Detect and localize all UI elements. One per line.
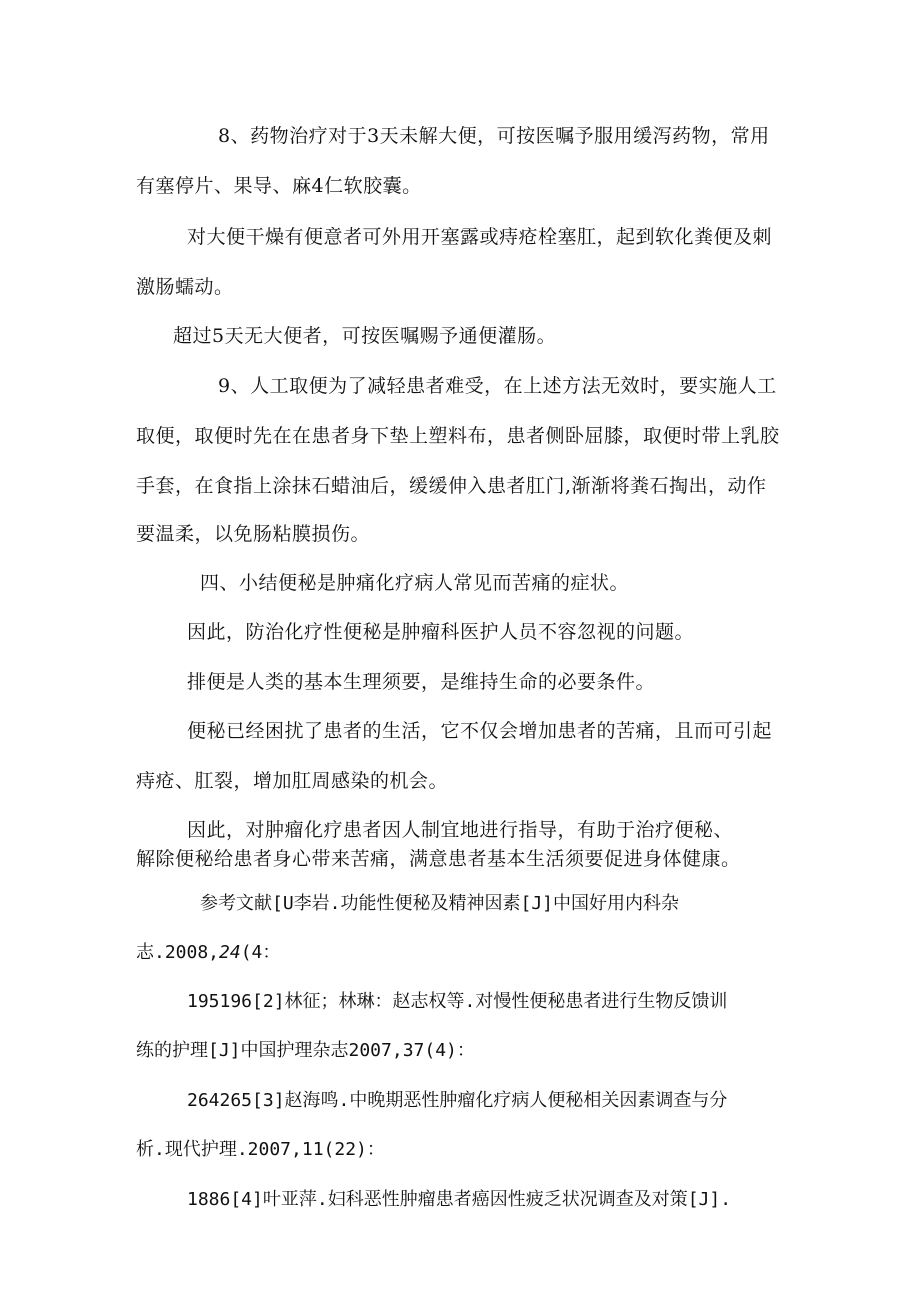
paragraph-9-line-2: 取便，取便时先在在患者身下垫上塑料布，患者侧卧屈膝，取便时带上乳胶 (136, 425, 780, 447)
references-volume: 24 (219, 942, 241, 963)
paragraph-therefore-2-line-2: 解除便秘给患者身心带来苦痛，满意患者基本生活须要促进身体健康。 (136, 848, 741, 870)
section-4-summary: 四、小结便秘是肿痛化疗病人常见而苦痛的症状。 (200, 572, 630, 594)
paragraph-laxative-line-1: 对大便干燥有便意者可外用开塞露或痔疮栓塞肛，起到软化粪便及刺 (187, 226, 773, 248)
references-line-6: 析.现代护理.2007,11(22)： (136, 1139, 385, 1160)
paragraph-enema: 超过5天无大便者，可按医嘱赐予通便灌肠。 (173, 325, 557, 347)
paragraph-therefore-2-line-1: 因此，对肿瘤化疗患者因人制宜地进行指导，有助于治疗便秘、 (187, 819, 734, 841)
paragraph-9-line-1: 9、人工取便为了减轻患者难受，在上述方法无效时，要实施人工 (218, 375, 777, 397)
paragraph-defecation: 排便是人类的基本生理须要，是维持生命的必要条件。 (187, 671, 656, 693)
references-line-3: 195196[2]林征；林琳：赵志权等.对慢性便秘患者进行生物反馈训 (187, 991, 728, 1012)
paragraph-9-line-4: 要温柔，以免肠粘膜损伤。 (136, 523, 371, 545)
references-line-5: 264265[3]赵海鸣.中晚期恶性肿瘤化疗病人便秘相关因素调查与分 (187, 1090, 728, 1111)
references-line-4: 练的护理[J]中国护理杂志2007,37(4)： (136, 1040, 475, 1061)
paragraph-therefore-1: 因此，防治化疗性便秘是肿瘤科医护人员不容忽视的问题。 (187, 621, 695, 643)
references-line-2-text: 志.2008, (136, 942, 220, 963)
paragraph-laxative-line-2: 激肠蠕动。 (136, 276, 234, 298)
paragraph-8-line-2: 有塞停片、果导、麻4仁软胶囊。 (136, 175, 422, 197)
references-issue: (4： (240, 942, 281, 963)
paragraph-constipation-line-2: 痔疮、肛裂，增加肛周感染的机会。 (136, 770, 449, 792)
paragraph-8-line-1: 8、药物治疗对于3天未解大便，可按医嘱予服用缓泻药物，常用 (218, 125, 770, 147)
references-line-7: 1886[4]叶亚萍.妇科恶性肿瘤患者癌因性疲乏状况调查及对策[J]. (187, 1189, 732, 1210)
paragraph-9-line-3: 手套，在食指上涂抹石蜡油后，缓缓伸入患者肛门,渐渐将粪石掏出，动作 (136, 475, 767, 497)
references-line-2 (136, 941, 280, 965)
paragraph-constipation-line-1: 便秘已经困扰了患者的生活，它不仅会增加患者的苦痛，且而可引起 (187, 720, 773, 742)
references-line-1: 参考文献[U李岩.功能性便秘及精神因素[J]中国好用内科杂 (200, 893, 680, 914)
